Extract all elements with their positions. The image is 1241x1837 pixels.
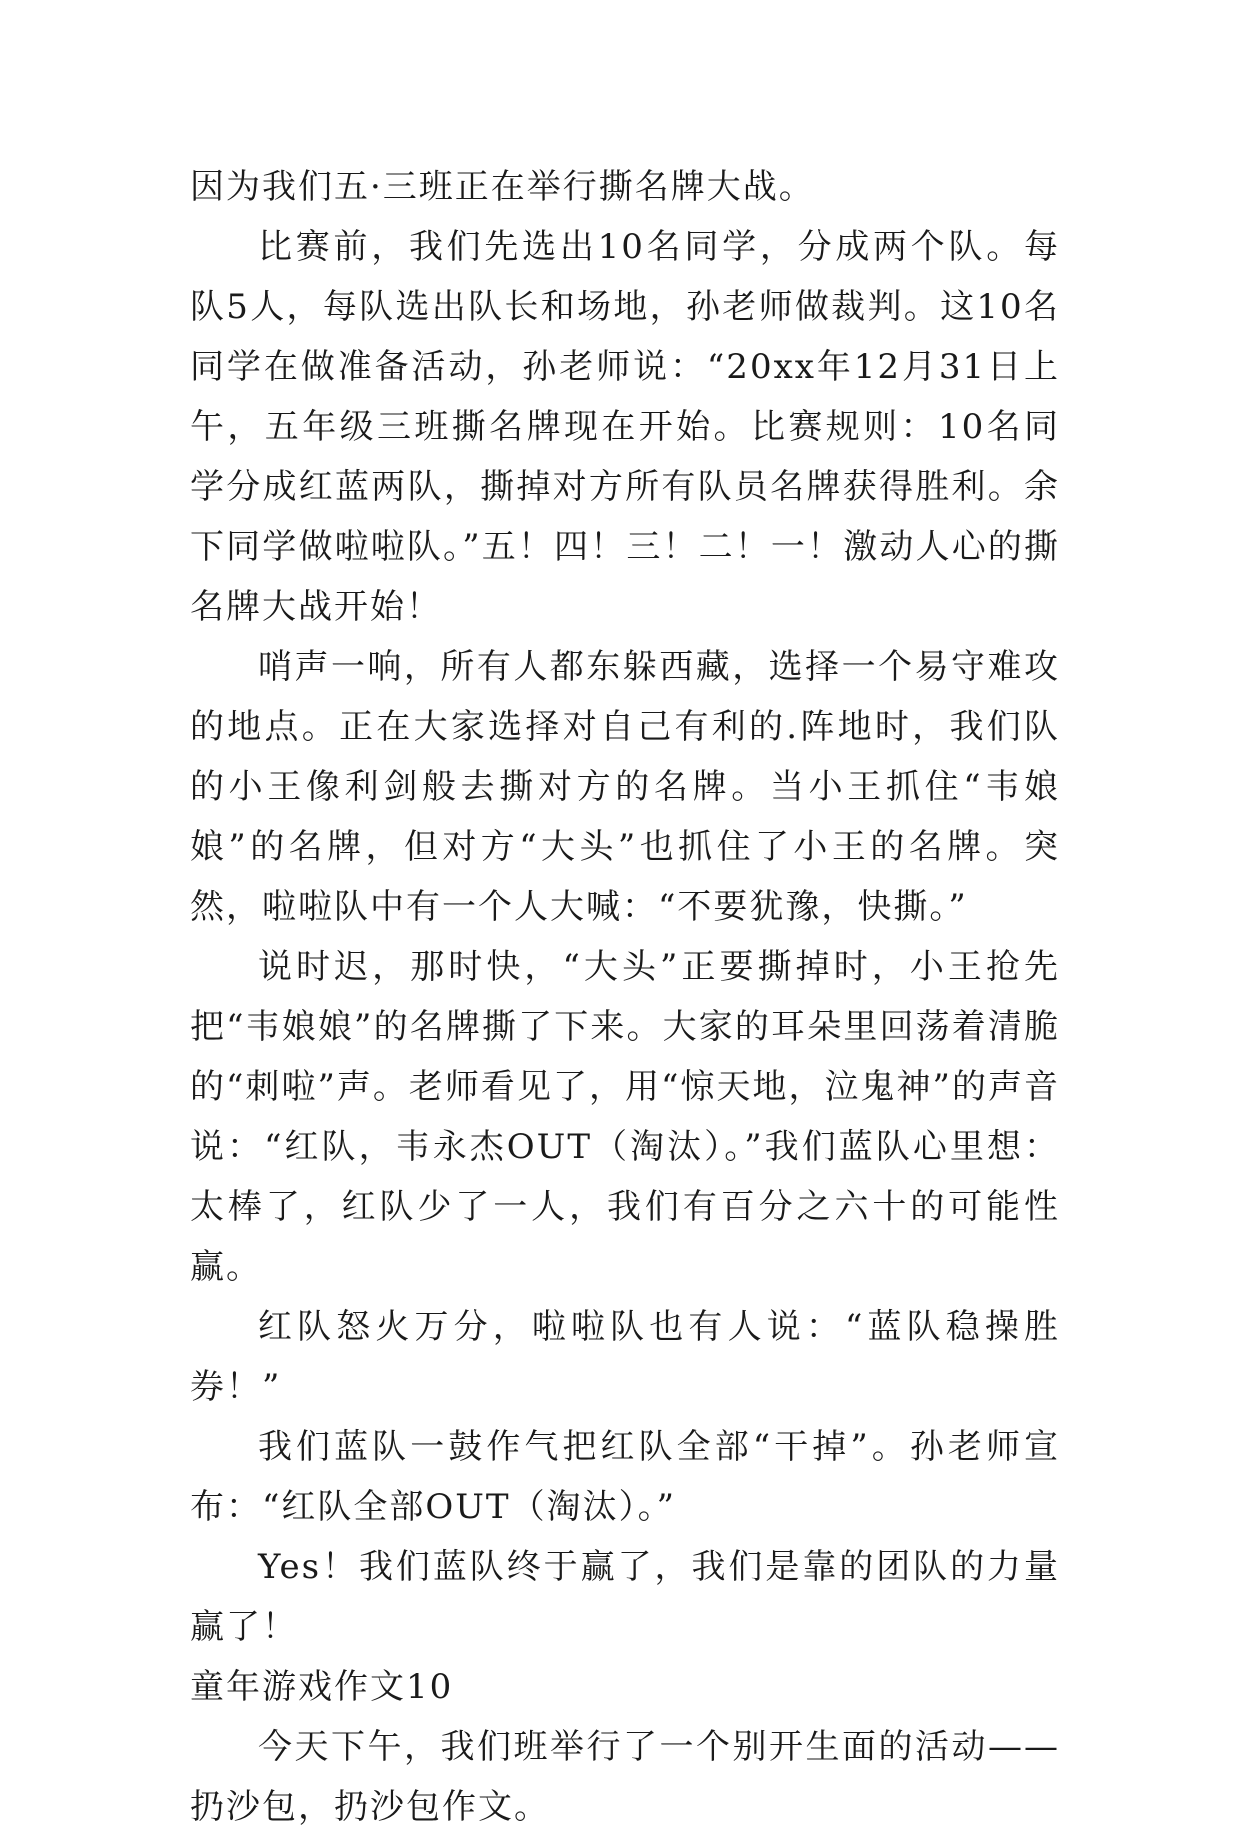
paragraph-7: Yes！我们蓝队终于赢了，我们是靠的团队的力量赢了！ <box>190 1547 1060 1647</box>
paragraph-2: 比赛前，我们先选出10名同学，分成两个队。每队5人，每队选出队长和场地，孙老师做裁判。这10名同学在做准备活动，孙老师说：“20xx年12月31日上午，五年级三班撕名牌现在开始。比赛规则：10名同学分成红蓝两队，撕掉对方所有队员名牌获得胜利。余下同学做啦啦队。”五！四！三！二！一！激动人心的撕名牌大战开始！ <box>190 227 1060 627</box>
paragraph-5: 红队怒火万分，啦啦队也有人说：“蓝队稳操胜券！” <box>190 1307 1060 1407</box>
paragraph-3: 哨声一响，所有人都东躲西藏，选择一个易守难攻的地点。正在大家选择对自己有利的.阵地时，我们队的小王像利剑般去撕对方的名牌。当小王抓住“韦娘娘”的名牌，但对方“大头”也抓住了小王的名牌。突然，啦啦队中有一个人大喊：“不要犹豫，快撕。” <box>190 647 1060 927</box>
body-text <box>190 157 1060 1837</box>
paragraph-6: 我们蓝队一鼓作气把红队全部“干掉”。孙老师宣布：“红队全部OUT（淘汰）。” <box>190 1427 1060 1527</box>
section-title: 童年游戏作文10 <box>190 1667 454 1707</box>
paragraph-4: 说时迟，那时快，“大头”正要撕掉时，小王抢先把“韦娘娘”的名牌撕了下来。大家的耳朵里回荡着清脆的“刺啦”声。老师看见了，用“惊天地，泣鬼神”的声音说：“红队，韦永杰OUT（淘汰）。”我们蓝队心里想：太棒了，红队少了一人，我们有百分之六十的可能性赢。 <box>190 947 1060 1287</box>
paragraph-8: 今天下午，我们班举行了一个别开生面的活动——扔沙包，扔沙包作文。 <box>190 1727 1060 1827</box>
paragraph-1: 因为我们五·三班正在举行撕名牌大战。 <box>190 167 815 207</box>
